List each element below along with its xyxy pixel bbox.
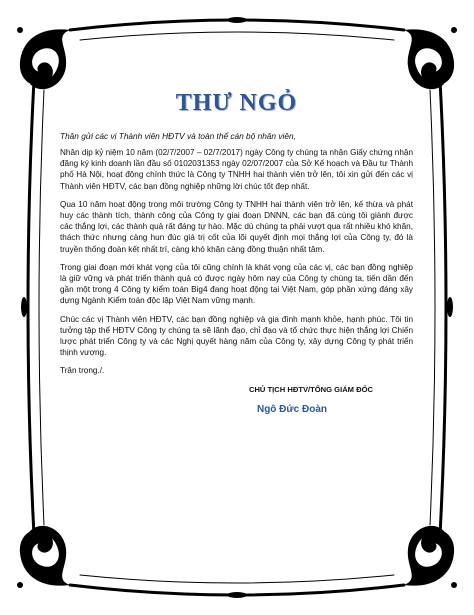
paragraph-4: Chúc các vị Thành viên HĐTV, các bạn đồng nghiệp và gia đình mạnh khỏe, hạnh phúc. Tôi tin tưởng tập thể HĐTV Công ty chúng ta sẽ lãnh đạo, chỉ đạo và tổ chức thực hiện thắng lợi Chiến lược phát triển Công ty và các Nghị quyết hàng năm của Công ty, xây dựng Công ty phát triển thịnh vượng. bbox=[60, 314, 413, 358]
letter-body bbox=[60, 78, 413, 415]
salutation: Thân gửi các vị Thành viên HĐTV và toàn thể cán bộ nhân viên, bbox=[60, 131, 296, 141]
letter-title: THƯ NGỎ bbox=[175, 90, 298, 116]
closing-line: Trân trọng./. bbox=[60, 366, 105, 376]
paragraph-2: Qua 10 năm hoạt động trong môi trường Công ty TNHH hai thành viên trở lên, kế thừa và phát huy các thành tích, thành công của Công ty giai đoạn DNNN, các bạn đã cùng tôi giành được các thắng lợi, các thành quả rất đáng tự hào. Mặc dù chúng ta phải vượt qua rất nhiều khó khăn, thách thức nhưng càng hun đúc giá trị cốt của lõi quyết định mọi thắng lợi của Công ty, đó là truyền thống đoàn kết nhất trí, càng khó khăn càng đồng thuận nhất tâm. bbox=[60, 199, 413, 254]
paragraph-3: Trong giai đoạn mới khát vọng của tôi cũng chính là khát vọng của các vị, các bạn đồng nghiệp là giữ vững và phát triển thành quả có được ngày hôm nay của Công ty chúng ta, tiến dần đến gần một trong 4 Công ty kiểm toán Big4 đang hoạt động tại Việt Nam, góp phần xứng đáng xây dựng Ngành Kiểm toán độc lập Việt Nam vững mạnh. bbox=[60, 262, 413, 306]
signer-title: CHỦ TỊCH HĐTV/TỔNG GIÁM ĐỐC bbox=[248, 385, 373, 395]
paragraph-1: Nhân dịp kỷ niệm 10 năm (02/7/2007 – 02/7/2017) ngày Công ty chúng ta nhận Giấy chứng nhận đăng ký kinh doanh lần đầu số 0102031353 ngày 02/07/2007 của Sở Kế hoạch và Đầu tư Thành phố Hà Nội, hoạt động chính thức là Công ty TNHH hai thành viên trở lên, tôi xin gửi đến các vị Thành viên HĐTV, các bạn đồng nghiệp những lời chúc tốt đẹp nhất. bbox=[60, 148, 413, 191]
signer-name: Ngô Đức Đoàn bbox=[256, 404, 327, 416]
